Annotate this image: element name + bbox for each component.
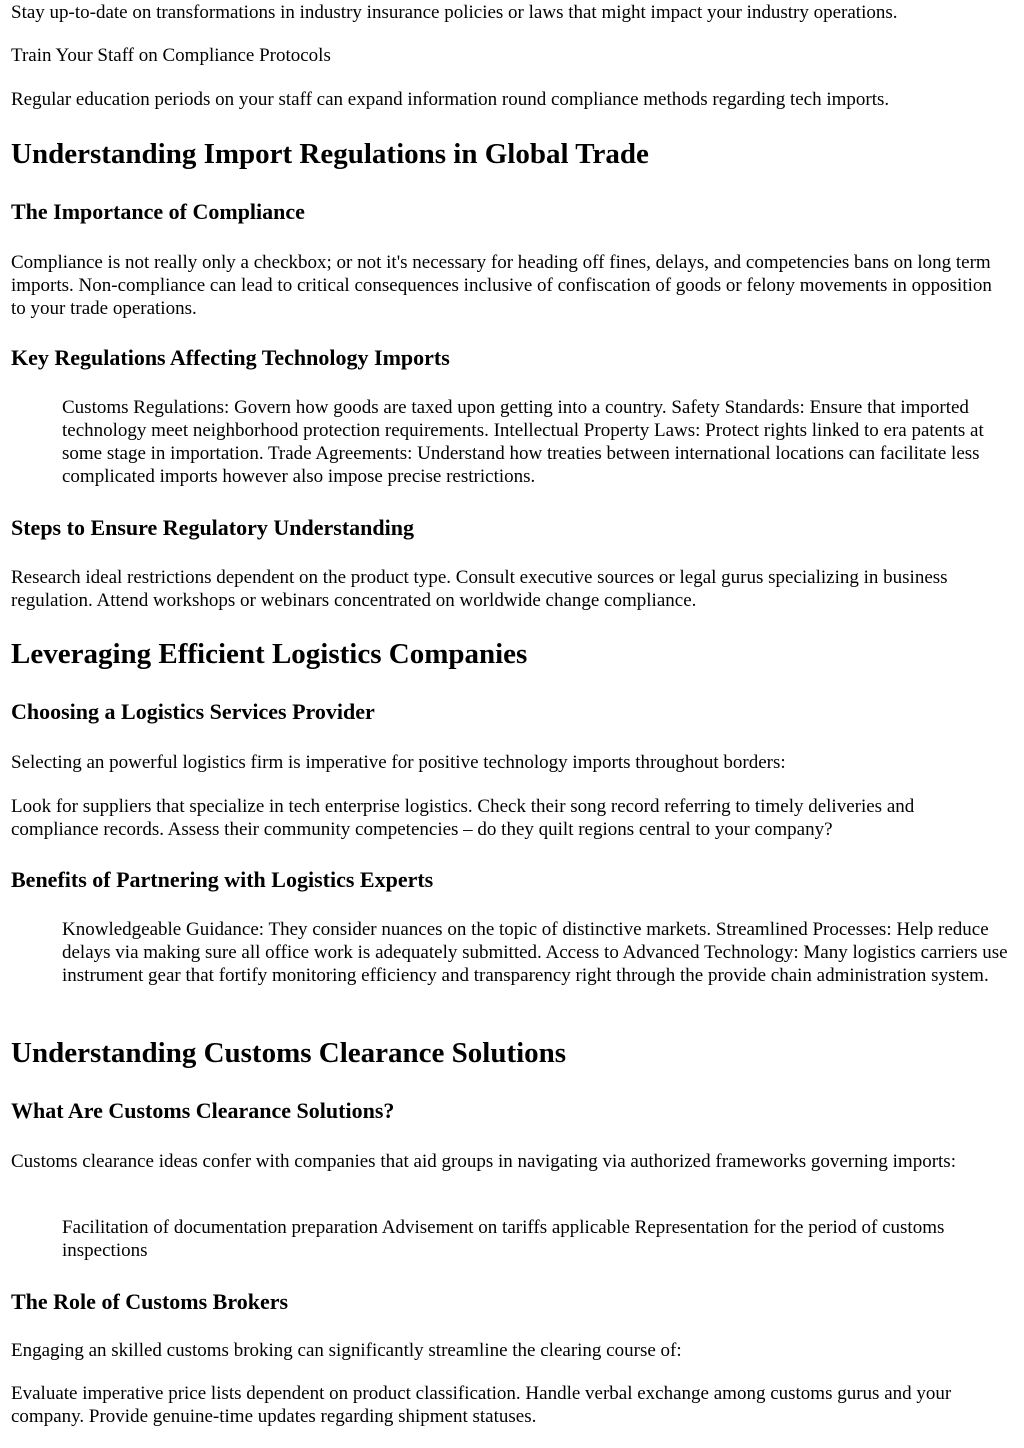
- subheading-steps-regulatory: Steps to Ensure Regulatory Understanding: [11, 515, 414, 540]
- paragraph-evaluate-price-lists: Evaluate imperative price lists dependent on product classification. Handle verbal exchange among customs gurus and your company. Provide genuine-time updates regarding shipment statuses.: [11, 1383, 952, 1427]
- paragraph-compliance: Compliance is not really only a checkbox; or not it's necessary for heading off fines, delays, and competencies bans on long term imports. Non-compliance can lead to critical consequences inclusive of confiscation of goods or felony movements in opposition to your trade operations.: [11, 252, 992, 319]
- paragraph-selecting-logistics: Selecting an powerful logistics firm is imperative for positive technology imports throughout borders:: [11, 752, 786, 773]
- subheading-role-customs-brokers: The Role of Customs Brokers: [11, 1289, 289, 1314]
- paragraph-engaging-broker: Engaging an skilled customs broking can significantly streamline the clearing course of:: [11, 1340, 682, 1361]
- blockquote-benefits-logistics: Knowledgeable Guidance: They consider nuances on the topic of distinctive markets. Streamlined Processes: Help reduce delays via making sure all office work is adequately submitted. Access to Advanced Technology: Many logistics carriers use instrument gear that fortify monitoring efficiency and transparency right through the provide chain administration system.: [62, 919, 1008, 986]
- paragraph-regular-education: Regular education periods on your staff can expand information round compliance methods regarding tech imports.: [11, 89, 890, 110]
- heading-customs-clearance: Understanding Customs Clearance Solutions: [11, 1037, 567, 1069]
- heading-logistics-companies: Leveraging Efficient Logistics Companies: [11, 638, 528, 670]
- blockquote-customs-services: Facilitation of documentation preparation Advisement on tariffs applicable Representation for the period of customs inspections: [62, 1217, 945, 1261]
- heading-import-regulations: Understanding Import Regulations in Global Trade: [11, 138, 649, 170]
- blockquote-key-regulations: Customs Regulations: Govern how goods are taxed upon getting into a country. Safety Standards: Ensure that imported technology meet neighborhood protection requirements. Intellectual Property Laws: Protect rights linked to era patents at some stage in importation. Trade Agreements: Understand how treaties between international locations can facilitate less complicated imports however also impose precise restrictions.: [62, 397, 984, 487]
- subheading-key-regulations: Key Regulations Affecting Technology Imports: [11, 345, 450, 370]
- subheading-what-are-customs: What Are Customs Clearance Solutions?: [11, 1098, 395, 1123]
- paragraph-steps-regulatory: Research ideal restrictions dependent on the product type. Consult executive sources or legal gurus specializing in business regulation. Attend workshops or webinars concentrated on worldwide change compliance.: [11, 567, 948, 611]
- paragraph-look-for-suppliers: Look for suppliers that specialize in tech enterprise logistics. Check their song record referring to timely deliveries and compliance records. Assess their community competencies – do they quilt regions central to your company?: [11, 796, 915, 840]
- paragraph-train-staff: Train Your Staff on Compliance Protocols: [11, 45, 331, 66]
- subheading-choosing-logistics: Choosing a Logistics Services Provider: [11, 699, 375, 724]
- subheading-benefits-logistics: Benefits of Partnering with Logistics Experts: [11, 867, 434, 892]
- paragraph-intro-stay-up-to-date: Stay up-to-date on transformations in industry insurance policies or laws that might impact your industry operations.: [11, 2, 898, 23]
- paragraph-customs-clearance-ideas: Customs clearance ideas confer with companies that aid groups in navigating via authorized frameworks governing imports:: [11, 1151, 956, 1172]
- subheading-importance-of-compliance: The Importance of Compliance: [11, 199, 305, 224]
